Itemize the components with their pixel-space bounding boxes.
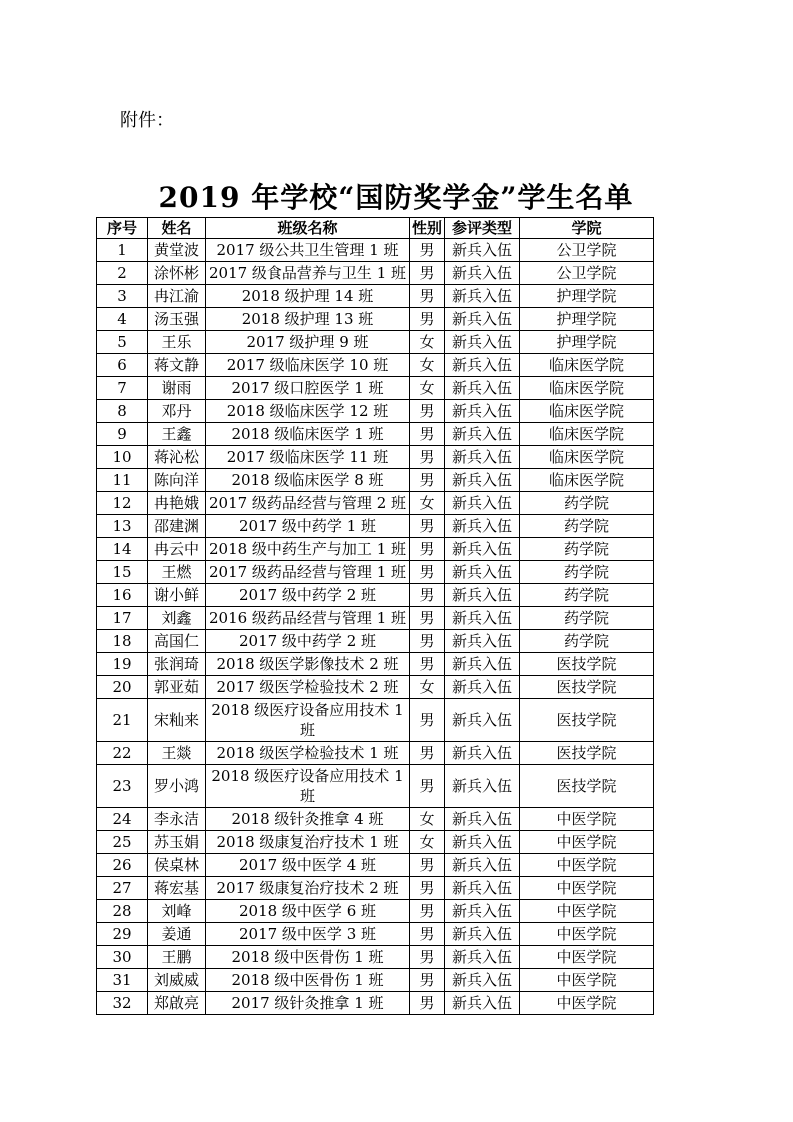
cell-gender: 男: [410, 969, 445, 992]
cell-class: 2017 级中药学 1 班: [206, 515, 410, 538]
cell-gender: 男: [410, 607, 445, 630]
table-row: [97, 992, 654, 1015]
cell-college: 医技学院: [520, 765, 654, 808]
cell-class: 2017 级公共卫生管理 1 班: [206, 239, 410, 262]
cell-name: 宋籼来: [148, 699, 206, 742]
cell-index: 22: [97, 742, 148, 765]
cell-type: 新兵入伍: [445, 377, 520, 400]
table-row: [97, 630, 654, 653]
cell-gender: 男: [410, 538, 445, 561]
cell-type: 新兵入伍: [445, 584, 520, 607]
cell-class: 2017 级中药学 2 班: [206, 584, 410, 607]
cell-name: 冉艳娥: [148, 492, 206, 515]
cell-type: 新兵入伍: [445, 538, 520, 561]
cell-college: 药学院: [520, 515, 654, 538]
cell-index: 11: [97, 469, 148, 492]
cell-gender: 女: [410, 831, 445, 854]
cell-index: 8: [97, 400, 148, 423]
table-row: [97, 423, 654, 446]
table-row: [97, 377, 654, 400]
cell-class: 2016 级药品经营与管理 1 班: [206, 607, 410, 630]
cell-name: 黄堂波: [148, 239, 206, 262]
header-gender: 性别: [410, 218, 445, 239]
cell-index: 23: [97, 765, 148, 808]
cell-class: 2018 级临床医学 1 班: [206, 423, 410, 446]
cell-college: 护理学院: [520, 285, 654, 308]
cell-gender: 男: [410, 584, 445, 607]
cell-college: 公卫学院: [520, 239, 654, 262]
cell-gender: 女: [410, 492, 445, 515]
header-college: 学院: [520, 218, 654, 239]
cell-name: 王鹏: [148, 946, 206, 969]
cell-name: 蒋文静: [148, 354, 206, 377]
cell-gender: 男: [410, 923, 445, 946]
cell-index: 24: [97, 808, 148, 831]
cell-gender: 男: [410, 653, 445, 676]
table-row: [97, 653, 654, 676]
cell-index: 28: [97, 900, 148, 923]
cell-college: 临床医学院: [520, 377, 654, 400]
cell-class: 2017 级中医学 3 班: [206, 923, 410, 946]
cell-type: 新兵入伍: [445, 262, 520, 285]
cell-class: 2018 级护理 13 班: [206, 308, 410, 331]
cell-class: 2017 级临床医学 10 班: [206, 354, 410, 377]
attachment-label: 附件：: [120, 110, 174, 131]
cell-type: 新兵入伍: [445, 469, 520, 492]
cell-college: 公卫学院: [520, 262, 654, 285]
cell-gender: 女: [410, 377, 445, 400]
cell-type: 新兵入伍: [445, 331, 520, 354]
header-index: 序号: [97, 218, 148, 239]
cell-gender: 男: [410, 742, 445, 765]
cell-name: 王乐: [148, 331, 206, 354]
table-row: [97, 923, 654, 946]
table-row: [97, 262, 654, 285]
cell-college: 中医学院: [520, 900, 654, 923]
cell-college: 中医学院: [520, 808, 654, 831]
cell-type: 新兵入伍: [445, 808, 520, 831]
cell-name: 谢小鲜: [148, 584, 206, 607]
cell-college: 临床医学院: [520, 446, 654, 469]
header-class: 班级名称: [206, 218, 410, 239]
cell-type: 新兵入伍: [445, 699, 520, 742]
cell-gender: 男: [410, 285, 445, 308]
cell-type: 新兵入伍: [445, 561, 520, 584]
cell-type: 新兵入伍: [445, 515, 520, 538]
cell-class: 2017 级药品经营与管理 2 班: [206, 492, 410, 515]
cell-gender: 男: [410, 469, 445, 492]
cell-class: 2018 级医疗设备应用技术 1 班: [206, 765, 410, 808]
cell-index: 21: [97, 699, 148, 742]
table-row: [97, 765, 654, 808]
cell-index: 9: [97, 423, 148, 446]
header-type: 参评类型: [445, 218, 520, 239]
cell-index: 25: [97, 831, 148, 854]
cell-college: 中医学院: [520, 831, 654, 854]
cell-college: 中医学院: [520, 923, 654, 946]
cell-index: 20: [97, 676, 148, 699]
cell-type: 新兵入伍: [445, 877, 520, 900]
cell-index: 31: [97, 969, 148, 992]
cell-college: 护理学院: [520, 308, 654, 331]
cell-class: 2018 级中医骨伤 1 班: [206, 946, 410, 969]
cell-name: 姜通: [148, 923, 206, 946]
cell-name: 王鑫: [148, 423, 206, 446]
cell-name: 汤玉强: [148, 308, 206, 331]
cell-college: 中医学院: [520, 969, 654, 992]
table-row: [97, 354, 654, 377]
cell-index: 12: [97, 492, 148, 515]
cell-class: 2017 级药品经营与管理 1 班: [206, 561, 410, 584]
cell-name: 陈向洋: [148, 469, 206, 492]
cell-index: 1: [97, 239, 148, 262]
table-row: [97, 308, 654, 331]
cell-college: 药学院: [520, 607, 654, 630]
table-row: [97, 584, 654, 607]
cell-college: 临床医学院: [520, 400, 654, 423]
cell-name: 苏玉娟: [148, 831, 206, 854]
cell-college: 临床医学院: [520, 354, 654, 377]
cell-college: 中医学院: [520, 877, 654, 900]
cell-class: 2018 级临床医学 12 班: [206, 400, 410, 423]
cell-college: 医技学院: [520, 676, 654, 699]
cell-name: 谢雨: [148, 377, 206, 400]
cell-name: 王燃: [148, 561, 206, 584]
cell-type: 新兵入伍: [445, 400, 520, 423]
cell-class: 2017 级食品营养与卫生 1 班: [206, 262, 410, 285]
cell-type: 新兵入伍: [445, 923, 520, 946]
cell-name: 张润琦: [148, 653, 206, 676]
cell-college: 医技学院: [520, 653, 654, 676]
cell-class: 2018 级医学影像技术 2 班: [206, 653, 410, 676]
cell-gender: 男: [410, 946, 445, 969]
cell-index: 6: [97, 354, 148, 377]
student-list-table: [96, 217, 654, 1015]
table-row: [97, 742, 654, 765]
cell-college: 医技学院: [520, 742, 654, 765]
cell-gender: 男: [410, 630, 445, 653]
cell-type: 新兵入伍: [445, 900, 520, 923]
cell-college: 中医学院: [520, 992, 654, 1015]
cell-index: 17: [97, 607, 148, 630]
cell-gender: 女: [410, 331, 445, 354]
cell-name: 冉江渝: [148, 285, 206, 308]
cell-index: 13: [97, 515, 148, 538]
cell-college: 药学院: [520, 584, 654, 607]
cell-gender: 男: [410, 765, 445, 808]
cell-name: 罗小鸿: [148, 765, 206, 808]
cell-type: 新兵入伍: [445, 423, 520, 446]
cell-name: 郑啟亮: [148, 992, 206, 1015]
cell-index: 18: [97, 630, 148, 653]
cell-index: 29: [97, 923, 148, 946]
cell-index: 10: [97, 446, 148, 469]
cell-gender: 男: [410, 561, 445, 584]
cell-name: 刘峰: [148, 900, 206, 923]
table-row: [97, 492, 654, 515]
cell-name: 刘鑫: [148, 607, 206, 630]
cell-gender: 男: [410, 308, 445, 331]
table-header-row: [97, 218, 654, 239]
table-row: [97, 400, 654, 423]
cell-type: 新兵入伍: [445, 969, 520, 992]
cell-class: 2018 级医学检验技术 1 班: [206, 742, 410, 765]
cell-type: 新兵入伍: [445, 831, 520, 854]
cell-index: 30: [97, 946, 148, 969]
cell-type: 新兵入伍: [445, 946, 520, 969]
cell-gender: 女: [410, 354, 445, 377]
cell-college: 药学院: [520, 561, 654, 584]
cell-class: 2017 级护理 9 班: [206, 331, 410, 354]
cell-gender: 男: [410, 423, 445, 446]
cell-gender: 男: [410, 262, 445, 285]
cell-index: 27: [97, 877, 148, 900]
cell-college: 药学院: [520, 630, 654, 653]
cell-name: 蒋沁松: [148, 446, 206, 469]
cell-index: 3: [97, 285, 148, 308]
table-row: [97, 831, 654, 854]
table-row: [97, 699, 654, 742]
cell-gender: 男: [410, 699, 445, 742]
cell-class: 2018 级中药生产与加工 1 班: [206, 538, 410, 561]
cell-index: 14: [97, 538, 148, 561]
cell-name: 李永洁: [148, 808, 206, 831]
cell-class: 2018 级医疗设备应用技术 1 班: [206, 699, 410, 742]
cell-type: 新兵入伍: [445, 492, 520, 515]
cell-college: 医技学院: [520, 699, 654, 742]
cell-name: 邓丹: [148, 400, 206, 423]
cell-name: 高国仁: [148, 630, 206, 653]
cell-index: 4: [97, 308, 148, 331]
cell-gender: 女: [410, 676, 445, 699]
cell-type: 新兵入伍: [445, 285, 520, 308]
table-row: [97, 538, 654, 561]
cell-college: 药学院: [520, 492, 654, 515]
cell-gender: 男: [410, 400, 445, 423]
cell-name: 王燚: [148, 742, 206, 765]
cell-name: 郭亚茹: [148, 676, 206, 699]
cell-name: 刘威威: [148, 969, 206, 992]
cell-college: 中医学院: [520, 854, 654, 877]
table-row: [97, 854, 654, 877]
cell-index: 7: [97, 377, 148, 400]
cell-name: 蒋宏基: [148, 877, 206, 900]
cell-type: 新兵入伍: [445, 653, 520, 676]
table-row: [97, 469, 654, 492]
cell-type: 新兵入伍: [445, 239, 520, 262]
cell-index: 26: [97, 854, 148, 877]
cell-class: 2018 级中医学 6 班: [206, 900, 410, 923]
cell-name: 涂怀彬: [148, 262, 206, 285]
cell-type: 新兵入伍: [445, 765, 520, 808]
table-row: [97, 239, 654, 262]
table-row: [97, 877, 654, 900]
table-row: [97, 561, 654, 584]
table-row: [97, 676, 654, 699]
cell-gender: 女: [410, 808, 445, 831]
cell-class: 2017 级临床医学 11 班: [206, 446, 410, 469]
cell-gender: 男: [410, 900, 445, 923]
cell-type: 新兵入伍: [445, 607, 520, 630]
document-title: 2019 年学校“国防奖学金”学生名单: [158, 181, 634, 214]
cell-class: 2017 级中医学 4 班: [206, 854, 410, 877]
cell-name: 侯桌林: [148, 854, 206, 877]
cell-type: 新兵入伍: [445, 854, 520, 877]
cell-gender: 男: [410, 854, 445, 877]
cell-type: 新兵入伍: [445, 630, 520, 653]
cell-type: 新兵入伍: [445, 446, 520, 469]
cell-class: 2017 级康复治疗技术 2 班: [206, 877, 410, 900]
cell-class: 2017 级口腔医学 1 班: [206, 377, 410, 400]
cell-index: 2: [97, 262, 148, 285]
table-row: [97, 946, 654, 969]
table-row: [97, 446, 654, 469]
cell-gender: 男: [410, 239, 445, 262]
cell-class: 2017 级针灸推拿 1 班: [206, 992, 410, 1015]
cell-college: 临床医学院: [520, 423, 654, 446]
cell-index: 5: [97, 331, 148, 354]
cell-college: 药学院: [520, 538, 654, 561]
cell-name: 邵建渊: [148, 515, 206, 538]
cell-index: 15: [97, 561, 148, 584]
cell-class: 2018 级针灸推拿 4 班: [206, 808, 410, 831]
cell-gender: 男: [410, 446, 445, 469]
cell-name: 冉云中: [148, 538, 206, 561]
cell-gender: 男: [410, 515, 445, 538]
cell-class: 2018 级康复治疗技术 1 班: [206, 831, 410, 854]
cell-class: 2017 级中药学 2 班: [206, 630, 410, 653]
table-row: [97, 515, 654, 538]
table-row: [97, 607, 654, 630]
cell-gender: 男: [410, 992, 445, 1015]
cell-type: 新兵入伍: [445, 742, 520, 765]
cell-college: 中医学院: [520, 946, 654, 969]
cell-index: 32: [97, 992, 148, 1015]
cell-type: 新兵入伍: [445, 992, 520, 1015]
table-row: [97, 285, 654, 308]
cell-class: 2018 级护理 14 班: [206, 285, 410, 308]
cell-college: 临床医学院: [520, 469, 654, 492]
cell-index: 19: [97, 653, 148, 676]
cell-class: 2018 级中医骨伤 1 班: [206, 969, 410, 992]
table-row: [97, 969, 654, 992]
cell-class: 2017 级医学检验技术 2 班: [206, 676, 410, 699]
cell-class: 2018 级临床医学 8 班: [206, 469, 410, 492]
table-row: [97, 331, 654, 354]
cell-college: 护理学院: [520, 331, 654, 354]
header-name: 姓名: [148, 218, 206, 239]
cell-type: 新兵入伍: [445, 308, 520, 331]
cell-type: 新兵入伍: [445, 676, 520, 699]
cell-index: 16: [97, 584, 148, 607]
cell-type: 新兵入伍: [445, 354, 520, 377]
table-row: [97, 900, 654, 923]
table-row: [97, 808, 654, 831]
cell-gender: 男: [410, 877, 445, 900]
